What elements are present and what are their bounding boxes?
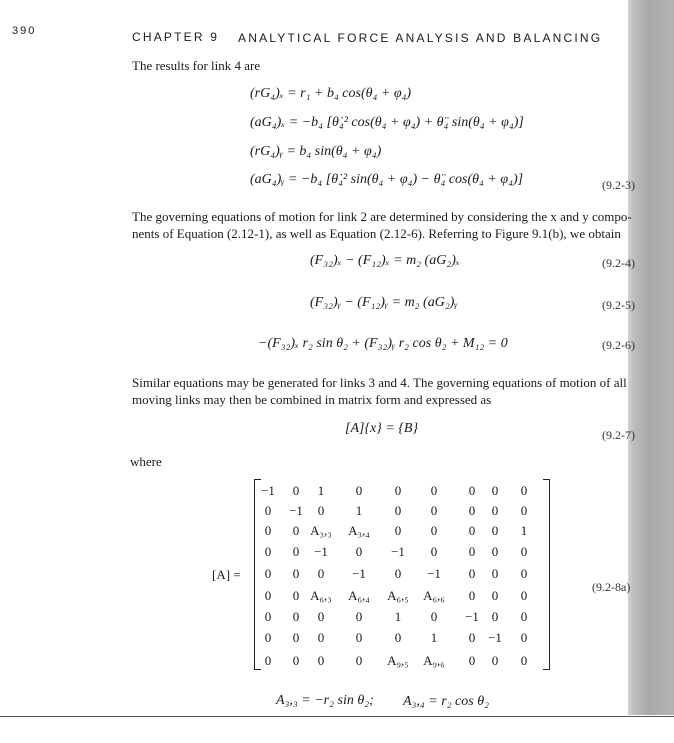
equation-number-9-2-5: (9.2-5): [602, 298, 635, 312]
matrix-label: [A] =: [212, 567, 241, 582]
matrix-cell: 0: [468, 544, 476, 559]
matrix-cell: 0: [468, 503, 476, 518]
matrix-cell: 0: [355, 609, 363, 624]
matrix-cell: −1: [261, 483, 275, 498]
matrix-cell: 0: [355, 653, 363, 668]
matrix-cell: 0: [292, 523, 300, 538]
where-text: where: [130, 454, 162, 469]
matrix-cell: A₆,₄: [348, 588, 370, 603]
matrix-cell: 0: [520, 503, 528, 518]
matrix-cell: 0: [430, 609, 438, 624]
paragraph-1-line-2: nents of Equation (2.12-1), as well as Equation (2.12-6). Referring to Figure 9.1(b), we obtain: [132, 226, 621, 241]
matrix-cell: 0: [264, 609, 272, 624]
matrix-cell: −1: [314, 544, 328, 559]
matrix-cell: 0: [292, 544, 300, 559]
equation-number-9-2-3: (9.2-3): [602, 178, 635, 192]
matrix-cell: 0: [520, 630, 528, 645]
matrix-cell: 0: [520, 609, 528, 624]
matrix-cell: 0: [491, 523, 499, 538]
matrix-cell: 0: [491, 483, 499, 498]
equation-x-force: (F₃₂)ₓ − (F₁₂)ₓ = m₂ (aG₂)ₓ: [310, 253, 460, 268]
matrix-cell: 0: [292, 653, 300, 668]
matrix-cell: 0: [394, 503, 402, 518]
matrix-cell: −1: [427, 566, 441, 581]
matrix-cell: 0: [430, 483, 438, 498]
matrix-cell: 0: [292, 630, 300, 645]
matrix-cell: 0: [520, 653, 528, 668]
matrix-cell: 0: [491, 503, 499, 518]
matrix-cell: 0: [292, 609, 300, 624]
chapter-label: CHAPTER 9: [132, 30, 220, 44]
matrix-cell: 0: [355, 630, 363, 645]
matrix-cell: 0: [430, 503, 438, 518]
matrix-cell: 0: [317, 566, 325, 581]
matrix-cell: 1: [394, 609, 402, 624]
matrix-cell: 0: [394, 483, 402, 498]
matrix-right-bracket: [543, 479, 550, 670]
matrix-cell: 0: [491, 544, 499, 559]
paragraph-2-line-1: Similar equations may be generated for links 3 and 4. The governing equations of motion of all: [132, 375, 627, 390]
matrix-cell: 0: [394, 630, 402, 645]
equation-moment: −(F₃₂)ₓ r₂ sin θ₂ + (F₃₂)ᵧ r₂ cos θ₂ + M₁₂ = 0: [258, 336, 508, 351]
matrix-cell: −1: [289, 503, 303, 518]
matrix-cell: 0: [292, 483, 300, 498]
matrix-cell: A₉,₅: [387, 653, 409, 668]
matrix-cell: 0: [264, 630, 272, 645]
matrix-cell: A₆,₅: [387, 588, 409, 603]
matrix-cell: 0: [468, 483, 476, 498]
matrix-cell: A₃,₄: [348, 523, 370, 538]
matrix-cell: 0: [520, 588, 528, 603]
chapter-title: ANALYTICAL FORCE ANALYSIS AND BALANCING: [238, 31, 603, 45]
matrix-cell: 0: [430, 544, 438, 559]
equation-rG4x: (rG₄)ₓ = r₁ + b₄ cos(θ₄ + φ₄): [250, 86, 412, 101]
matrix-cell: 0: [317, 630, 325, 645]
matrix-cell: 0: [491, 653, 499, 668]
equation-number-9-2-8a: (9.2-8a): [592, 580, 631, 594]
matrix-cell: 0: [264, 653, 272, 668]
definition-A33: A₃,₃ = −r₂ sin θ₂;: [276, 693, 374, 708]
equation-aG4x: (aG₄)ₓ = −b₄ [θ̇₄² cos(θ₄ + φ₄) + θ̈₄ sin(θ₄ + φ₄)]: [250, 115, 524, 130]
equation-number-9-2-7: (9.2-7): [602, 428, 635, 442]
matrix-cell: 0: [491, 566, 499, 581]
matrix-cell: 0: [264, 566, 272, 581]
paragraph-2-line-2: moving links may then be combined in matrix form and expressed as: [132, 392, 492, 407]
matrix-cell: 0: [355, 483, 363, 498]
matrix-cell: 0: [430, 523, 438, 538]
matrix-cell: 1: [317, 483, 325, 498]
matrix-cell: 0: [394, 523, 402, 538]
matrix-cell: −1: [352, 566, 366, 581]
matrix-cell: −1: [465, 609, 479, 624]
matrix-cell: 0: [468, 653, 476, 668]
matrix-cell: 0: [264, 503, 272, 518]
matrix-cell: 0: [264, 523, 272, 538]
matrix-cell: 0: [520, 544, 528, 559]
matrix-cell: 1: [520, 523, 528, 538]
intro-text: The results for link 4 are: [132, 58, 261, 73]
scan-shadow-edge: [628, 0, 674, 715]
matrix-cell: 0: [491, 588, 499, 603]
matrix-cell: A₆,₆: [423, 588, 445, 603]
matrix-cell: 0: [317, 609, 325, 624]
equation-matrix-form: [A]{x} = {B}: [345, 421, 419, 436]
matrix-cell: 0: [317, 653, 325, 668]
matrix-cell: 0: [292, 566, 300, 581]
paragraph-1-line-1: The governing equations of motion for link 2 are determined by considering the x and y compo-: [132, 209, 632, 224]
matrix-cell: A₃,₃: [310, 523, 332, 538]
matrix-cell: 0: [292, 588, 300, 603]
matrix-cell: 0: [491, 609, 499, 624]
matrix-cell: 0: [520, 566, 528, 581]
page-number: 390: [12, 25, 37, 37]
matrix-cell: 0: [264, 588, 272, 603]
page-bottom-edge: [0, 716, 674, 717]
matrix-cell: 0: [394, 566, 402, 581]
matrix-cell: −1: [488, 630, 502, 645]
matrix-cell: 0: [520, 483, 528, 498]
matrix-cell: 1: [430, 630, 438, 645]
matrix-cell: 1: [355, 503, 363, 518]
equation-rG4y: (rG₄)ᵧ = b₄ sin(θ₄ + φ₄): [250, 144, 382, 159]
matrix-cell: 0: [317, 503, 325, 518]
matrix-cell: A₉,₆: [423, 653, 445, 668]
matrix-cell: 0: [468, 523, 476, 538]
matrix-cell: 0: [468, 630, 476, 645]
matrix-cell: 0: [355, 544, 363, 559]
definition-A34: A₃,₄ = r₂ cos θ₂: [403, 694, 489, 709]
matrix-cell: −1: [391, 544, 405, 559]
equation-aG4y: (aG₄)ᵧ = −b₄ [θ̇₄² sin(θ₄ + φ₄) − θ̈₄ cos(θ₄ + φ₄)]: [250, 172, 524, 187]
equation-y-force: (F₃₂)ᵧ − (F₁₂)ᵧ = m₂ (aG₂)ᵧ: [310, 295, 458, 310]
equation-number-9-2-6: (9.2-6): [602, 338, 635, 352]
matrix-cell: A₆,₃: [310, 588, 332, 603]
equation-number-9-2-4: (9.2-4): [602, 256, 635, 270]
matrix-cell: 0: [264, 544, 272, 559]
matrix-cell: 0: [468, 588, 476, 603]
matrix-cell: 0: [468, 566, 476, 581]
